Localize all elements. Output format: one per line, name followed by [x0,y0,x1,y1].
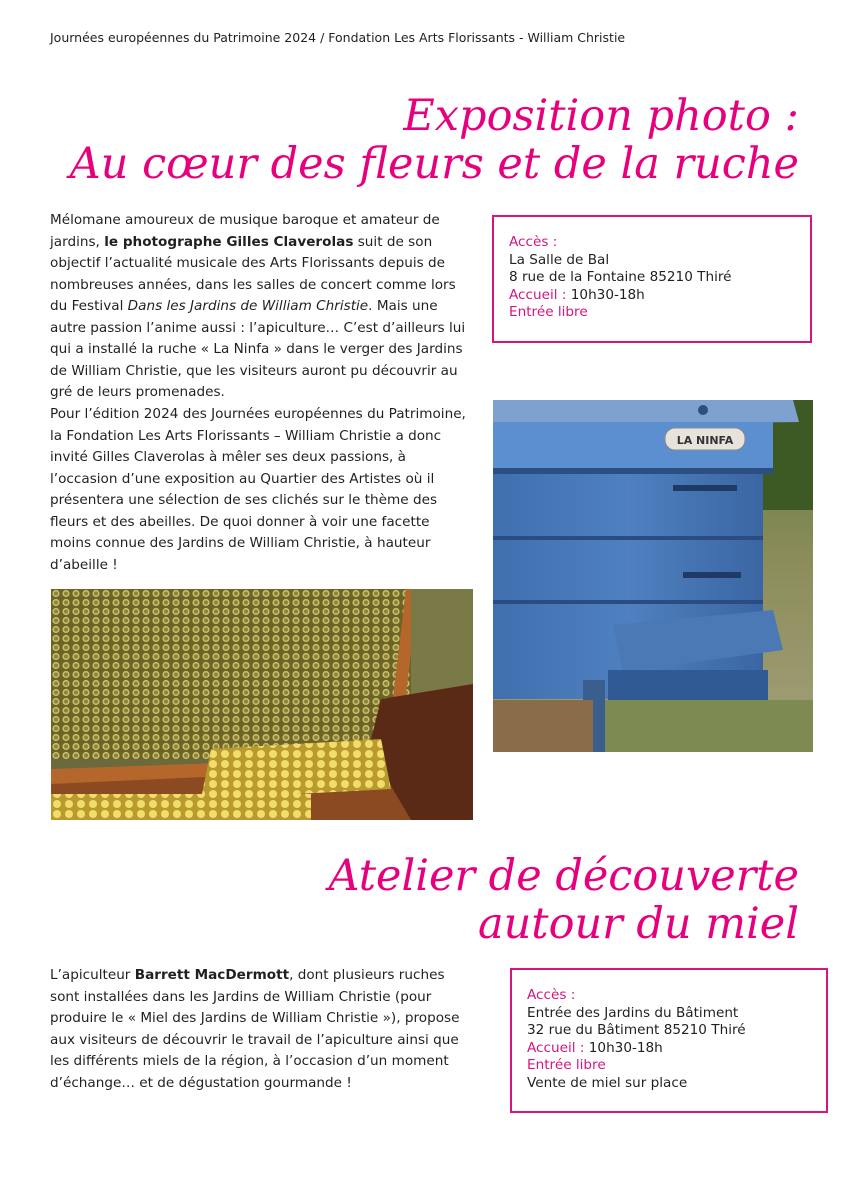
access-label: Accès : [527,987,576,1003]
honeycomb-photo [51,589,473,820]
section2-title-line2: autour du miel [477,899,799,950]
section1-paragraph2: Pour l’édition 2024 des Journées européennes du Patrimoine, la Fondation Les Arts Florissants – William Christie a donc invité Gilles Claverolas à mêler ses deux passions, à l’occasion d’une exposition au Quartier des Artistes où il présentera une sélection de ses clichés sur le thème des fleurs et des abeilles. De quoi donner à voir une facette moins connue des Jardins de William Christie, à hauteur d’abeille ! [50,406,466,573]
beehive-photo [493,400,813,752]
festival-name: Dans les Jardins de William Christie [127,298,369,314]
hours-value: 10h30-18h [566,286,645,303]
section1-info-box [492,215,812,343]
hive-sign-text: LA NINFA [676,434,734,447]
section1-title-line1: Exposition photo : [403,91,799,141]
venue-name: Entrée des Jardins du Bâtiment [527,1004,739,1021]
text-run: . Mais une autre passion l’anime aussi : l’apiculture… C’est d’ailleurs lui qui a installé la ruche « La Ninfa » dans le verger des Jardins de William Christie, que les visiteurs auront pu découvrir au gré de leurs promenades. [50,298,466,400]
section2-info-box [510,968,828,1113]
venue-address: 32 rue du Bâtiment 85210 Thiré [527,1022,746,1038]
section1-paragraph1 [50,210,468,404]
section2-title [328,852,799,948]
text-run: L’apiculteur [50,967,135,983]
reception-label: Accueil : [509,286,567,303]
entry-info: Entrée libre [509,304,588,320]
reception-label: Accueil : [527,1039,585,1056]
entry-info: Entrée libre [527,1057,606,1073]
section1-title-line2: Au cœur des fleurs et de la ruche [69,139,799,190]
section2-title-line1: Atelier de découverte [328,851,799,901]
venue-address: 8 rue de la Fontaine 85210 Thiré [509,269,732,285]
honey-sale-info: Vente de miel sur place [527,1074,688,1091]
text-run: suit de son objectif l’actualité musicale des Arts Florissants depuis de nombreuses années, dans les salles de concert comme lors du Festival [50,233,456,314]
section1-title [70,92,799,188]
photographer-name: le photographe Gilles Claverolas [104,233,354,250]
access-label: Accès : [509,234,558,250]
reception-hours [509,287,795,305]
page-header: Journées européennes du Patrimoine 2024 / Fondation Les Arts Florissants - William Christie [50,30,626,45]
hours-value: 10h30-18h [584,1039,663,1056]
beekeeper-name: Barrett MacDermott [134,967,290,983]
text-run: Mélomane amoureux de musique baroque et amateur de jardins, [50,212,440,250]
text-run: , dont plusieurs ruches sont installées dans les Jardins de William Christie (pour produire le « Miel des Jardins de William Christie »), propose aux visiteurs de découvrir le travail de l’apiculture ainsi que les différents miels de la région, à l’occasion d’un moment d’échange… et de dégustation gourmande ! [50,967,460,1091]
reception-hours [527,1040,811,1058]
venue-name: La Salle de Bal [509,251,610,268]
section2-paragraph [50,965,470,1094]
